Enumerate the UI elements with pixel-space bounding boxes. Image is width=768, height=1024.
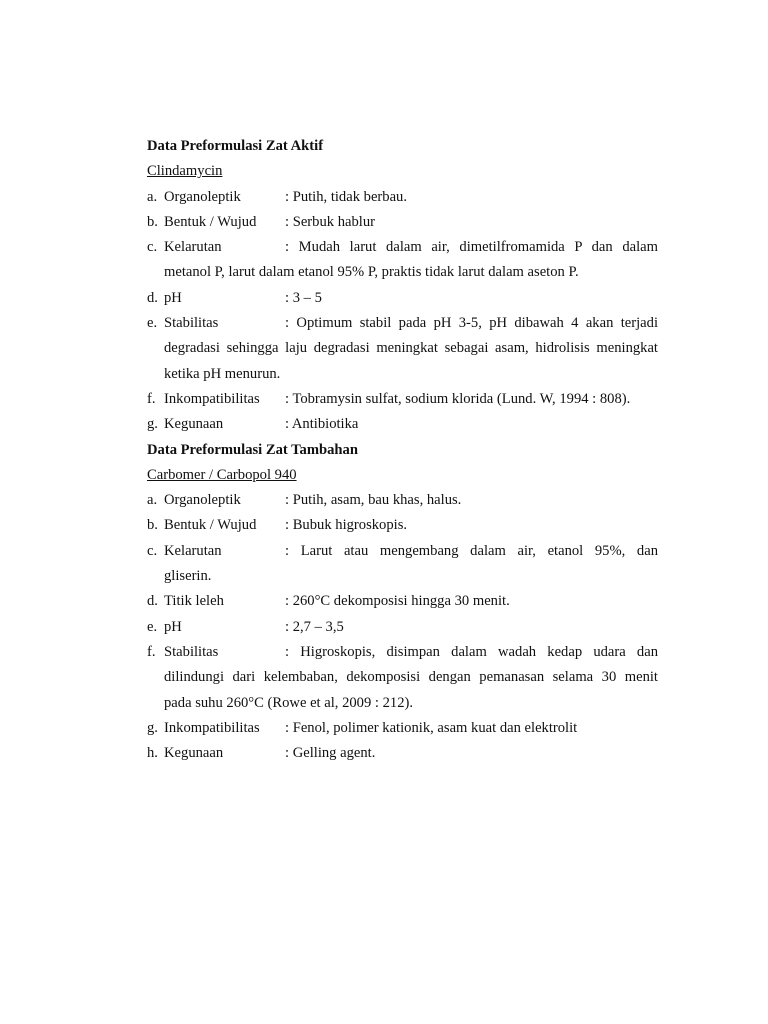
list-item [147,615,658,640]
item-label: Bentuk / Wujud [164,517,257,534]
item-letter: b. [147,213,158,230]
item-letter: c. [147,239,158,256]
item-label: Organoleptik [164,492,241,509]
item-label: pH [164,289,182,306]
item-letter: d. [147,289,158,306]
item-letter: g. [147,416,158,433]
item-letter: d. [147,593,158,610]
item-label: Stabilitas [164,643,219,660]
item-continuation: ketika pH menurun. [164,365,281,382]
item-letter: e. [147,315,158,332]
item-label: Kegunaan [164,416,224,433]
item-label: Stabilitas [164,315,219,332]
item-value: : 2,7 – 3,5 [285,618,344,635]
item-value: : 260°C dekomposisi hingga 30 menit. [285,593,510,610]
document-body [147,134,658,766]
item-label: pH [164,618,182,635]
item-label: Bentuk / Wujud [164,213,257,230]
list-item [147,640,658,665]
item-letter: a. [147,188,158,205]
item-value: : Mudah larut dalam air, dimetilfromamida P dan dalam [285,239,658,256]
item-continuation: gliserin. [164,568,212,585]
substance-name-clindamycin: Clindamycin [147,163,223,180]
list-item [147,488,658,513]
item-letter: h. [147,745,158,762]
item-value: : Fenol, polimer kationik, asam kuat dan elektrolit [285,719,578,736]
item-continuation: metanol P, larut dalam etanol 95% P, praktis tidak larut dalam aseton P. [164,264,579,281]
item-letter: f. [147,643,156,660]
item-value: : Putih, tidak berbau. [285,188,408,205]
item-value: : Tobramysin sulfat, sodium klorida (Lund. W, 1994 : 808). [285,390,631,407]
list-item [147,716,658,741]
item-letter: f. [147,390,156,407]
section-heading-active: Data Preformulasi Zat Aktif [147,138,324,154]
item-label: Titik leleh [164,593,224,610]
item-label: Organoleptik [164,188,241,205]
item-label: Kelarutan [164,239,222,256]
list-item [147,741,658,766]
item-label: Inkompatibilitas [164,390,260,407]
item-letter: g. [147,719,158,736]
item-value: : Serbuk hablur [285,213,375,230]
item-value: : 3 – 5 [285,289,322,306]
item-value: : Bubuk higroskopis. [285,517,408,534]
list-item [147,286,658,311]
item-letter: c. [147,542,158,559]
item-letter: a. [147,492,158,509]
item-value: : Higroskopis, disimpan dalam wadah kedap udara dan [285,643,658,660]
list-item [147,235,658,260]
item-continuation: degradasi sehingga laju degradasi meningkat sebagai asam, hidrolisis meningkat [164,340,658,357]
list-item [147,513,658,538]
list-item [147,387,658,412]
item-value: : Larut atau mengembang dalam air, etanol 95%, dan [285,542,658,559]
list-item [147,210,658,235]
section-heading-additive: Data Preformulasi Zat Tambahan [147,441,358,458]
substance-name-carbomer: Carbomer / Carbopol 940 [147,466,297,483]
item-value: : Antibiotika [285,416,359,433]
item-value: : Putih, asam, bau khas, halus. [285,492,462,509]
item-label: Kegunaan [164,745,224,762]
list-item [147,539,658,564]
item-continuation: dilindungi dari kelembaban, dekomposisi dengan pemanasan selama 30 menit [164,669,658,686]
list-item [147,185,658,210]
item-value: : Gelling agent. [285,745,376,762]
item-label: Kelarutan [164,542,222,559]
item-label: Inkompatibilitas [164,719,260,736]
item-letter: b. [147,517,158,534]
item-letter: e. [147,618,158,635]
list-item [147,412,658,437]
list-item [147,311,658,336]
item-value: : Optimum stabil pada pH 3-5, pH dibawah 4 akan terjadi [285,315,658,332]
list-item [147,589,658,614]
item-continuation: pada suhu 260°C (Rowe et al, 2009 : 212). [164,694,414,711]
